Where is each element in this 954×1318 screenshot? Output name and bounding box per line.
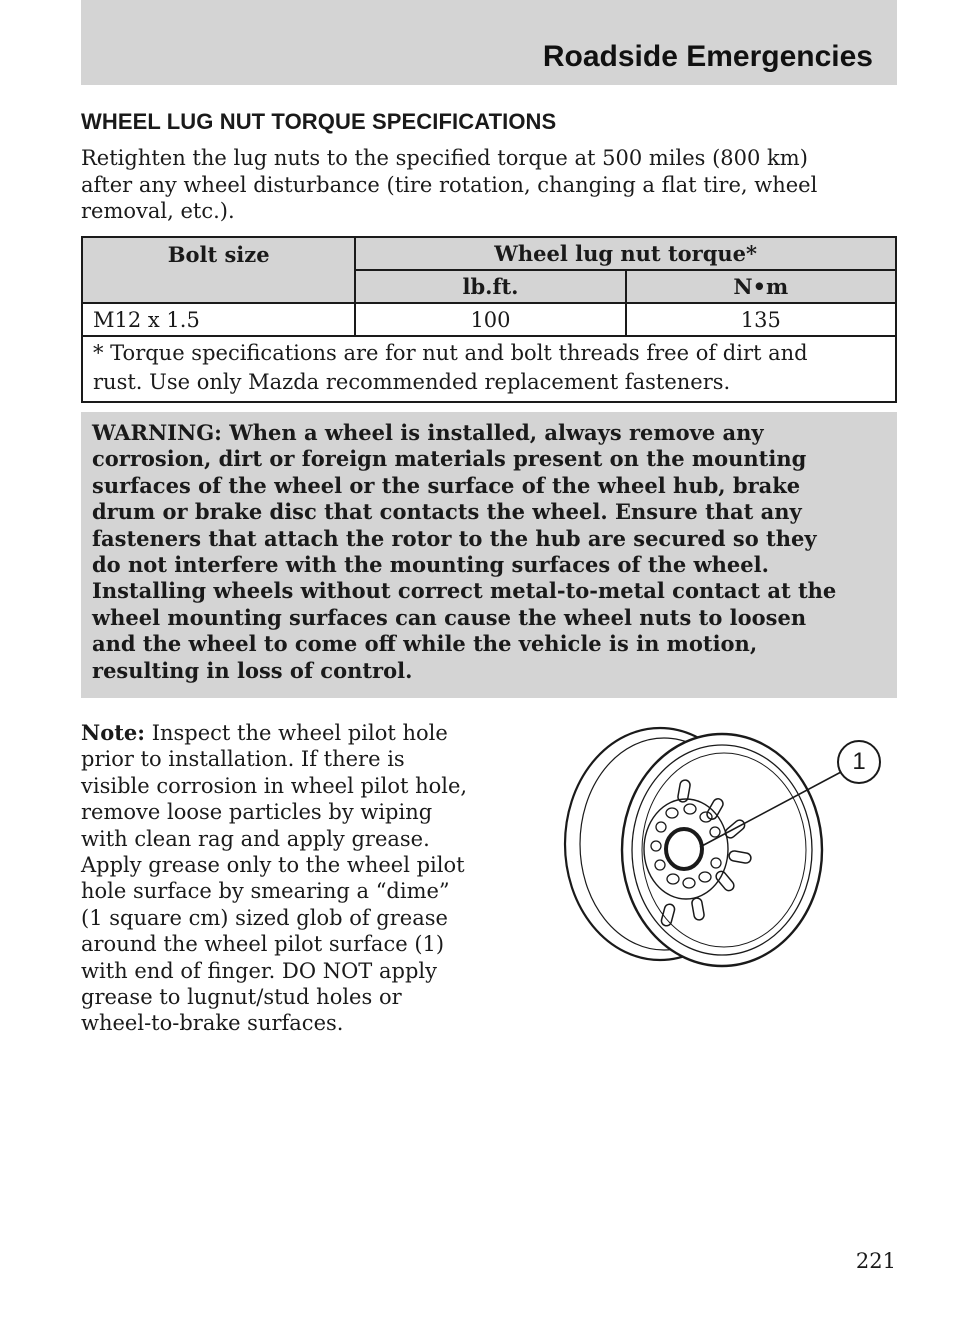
intro-line: removal, etc.).	[81, 199, 235, 223]
note-line: grease to lugnut/stud holes or	[81, 985, 402, 1010]
wheel-front-rim	[622, 734, 822, 966]
page-header-title: Roadside Emergencies	[542, 40, 873, 73]
warning-line: wheel mounting surfaces can cause the wheel nuts to loosen	[92, 604, 807, 630]
footnote-line: rust. Use only Mazda recommended replacement fasteners.	[93, 370, 731, 394]
nm-header: N•m	[626, 270, 896, 303]
warning-line: corrosion, dirt or foreign materials present on the mounting	[92, 446, 807, 472]
wheel-illustration	[560, 722, 860, 982]
warning-line: fasteners that attach the rotor to the hub are secured so they	[92, 525, 817, 551]
lbft-cell: 100	[355, 303, 625, 336]
lbft-header: lb.ft.	[355, 270, 625, 303]
note-line: (1 square cm) sized glob of grease	[81, 905, 448, 930]
note-line: around the wheel pilot surface (1)	[81, 932, 445, 957]
intro-paragraph	[81, 145, 881, 225]
note-line: hole surface by smearing a “dime”	[81, 879, 450, 904]
torque-spec-table	[81, 236, 897, 403]
intro-line: Retighten the lug nuts to the specified torque at 500 miles (800 km)	[81, 146, 808, 170]
table-footnote	[82, 336, 896, 402]
warning-line: surfaces of the wheel or the surface of the wheel hub, brake	[92, 472, 801, 498]
warning-line: WARNING: When a wheel is installed, always remove any	[92, 420, 764, 445]
note-first-line-text: Inspect the wheel pilot hole	[145, 721, 448, 745]
page-number: 221	[855, 1249, 896, 1273]
note-line: with clean rag and apply grease.	[81, 826, 430, 851]
torque-header: Wheel lug nut torque*	[355, 237, 896, 270]
warning-line: drum or brake disc that contacts the wheel. Ensure that any	[92, 499, 802, 525]
page-header-band	[81, 0, 897, 85]
bolt-size-cell: M12 x 1.5	[82, 303, 355, 336]
footnote-line: * Torque specifications are for nut and bolt threads free of dirt and	[93, 341, 808, 365]
note-paragraph	[81, 720, 501, 1037]
callout-number: 1	[852, 748, 866, 775]
note-line: remove loose particles by wiping	[81, 800, 433, 825]
intro-line: after any wheel disturbance (tire rotation, changing a flat tire, wheel	[81, 172, 818, 197]
note-line: wheel-to-brake surfaces.	[81, 1011, 344, 1036]
nm-cell: 135	[626, 303, 896, 336]
note-first-line	[81, 720, 501, 746]
note-label: Note:	[81, 720, 146, 745]
warning-line: Installing wheels without correct metal-to-metal contact at the	[92, 578, 837, 604]
table-row	[82, 303, 896, 336]
note-line: Apply grease only to the wheel pilot	[81, 853, 465, 878]
warning-line: resulting in loss of control.	[92, 657, 413, 683]
note-line: visible corrosion in wheel pilot hole,	[81, 773, 468, 798]
warning-box	[81, 412, 897, 698]
callout-badge	[837, 740, 881, 784]
note-line: prior to installation. If there is	[81, 747, 405, 772]
warning-line: do not interfere with the mounting surfaces of the wheel.	[92, 552, 769, 578]
note-line: with end of finger. DO NOT apply	[81, 958, 437, 983]
warning-line: and the wheel to come off while the vehicle is in motion,	[92, 631, 758, 657]
section-title: WHEEL LUG NUT TORQUE SPECIFICATIONS	[81, 109, 557, 134]
bolt-size-header: Bolt size	[82, 237, 355, 303]
